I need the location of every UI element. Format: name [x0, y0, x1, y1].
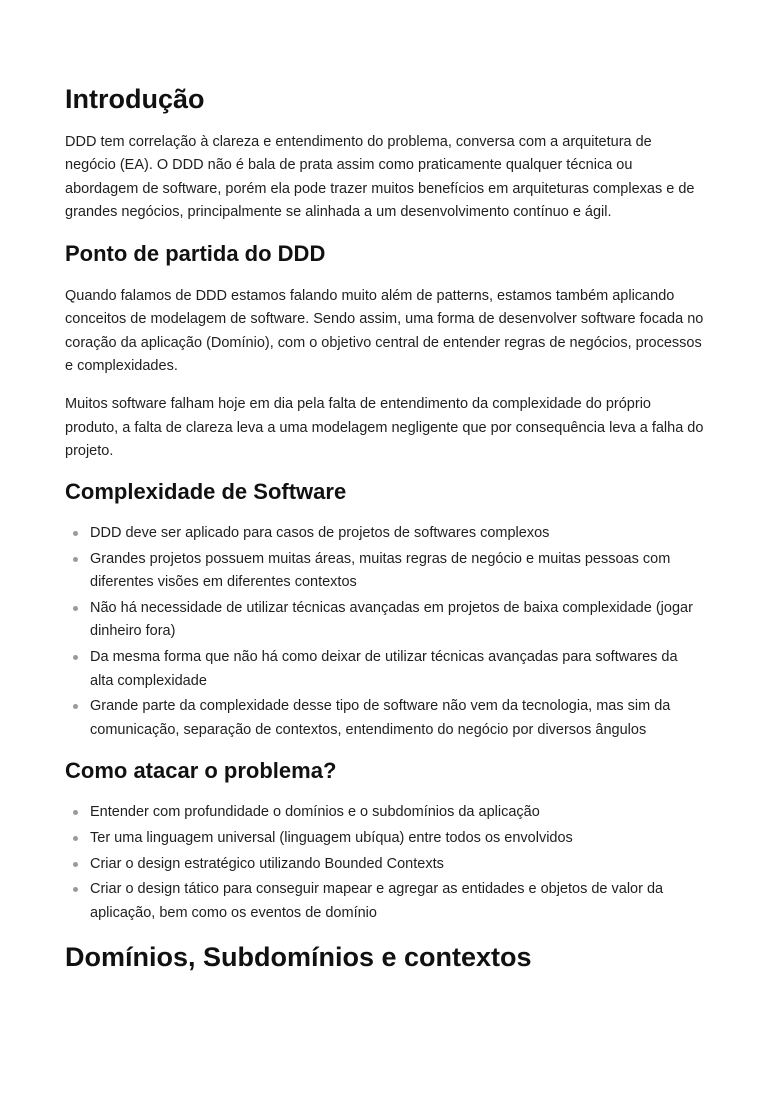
list-item	[65, 853, 704, 876]
section-title-como-atacar: Como atacar o problema?	[65, 757, 337, 783]
bullet-dot-icon	[73, 557, 78, 562]
bullet-dot-icon	[73, 887, 78, 892]
document-page	[0, 83, 768, 1107]
list-item	[65, 597, 704, 644]
list-item	[65, 548, 704, 595]
list-item-text: Criar o design estratégico utilizando Bounded Contexts	[90, 855, 444, 872]
intro-paragraph: DDD tem correlação à clareza e entendimento do problema, conversa com a arquitetura de negócio (EA). O DDD não é bala de prata assim como praticamente qualquer técnica ou abordagem de software, porém ela pode trazer muitos benefícios em arquiteturas complexas e de grandes negócios, principalmente se alinhada a um desenvolvimento contínuo e ágil.	[65, 134, 695, 220]
bullet-dot-icon	[73, 531, 78, 536]
list-item	[65, 695, 704, 742]
bullet-dot-icon	[73, 810, 78, 815]
bullet-dot-icon	[73, 704, 78, 709]
list-item	[65, 878, 704, 925]
bullet-dot-icon	[73, 836, 78, 841]
list-item-text: Não há necessidade de utilizar técnicas avançadas em projetos de baixa complexidade (jogar dinheiro fora)	[90, 600, 693, 640]
list-item-text: Entender com profundidade o domínios e o subdomínios da aplicação	[90, 803, 540, 820]
section-title-ponto-de-partida: Ponto de partida do DDD	[65, 241, 326, 267]
list-item-text: Grandes projetos possuem muitas áreas, muitas regras de negócio e muitas pessoas com diferentes visões em diferentes contextos	[90, 551, 671, 591]
section-title-introducao: Introdução	[65, 84, 205, 114]
partida-paragraph-1: Quando falamos de DDD estamos falando muito além de patterns, estamos também aplicando conceitos de modelagem de software. Sendo assim, uma forma de desenvolver software focada no coração da aplicação (Domínio), com o objetivo central de entender regras de negócios, processos e complexidades.	[65, 288, 704, 375]
list-item-text: DDD deve ser aplicado para casos de projetos de softwares complexos	[90, 525, 550, 542]
list-item	[65, 646, 704, 693]
bullet-dot-icon	[73, 862, 78, 867]
complexidade-list	[65, 522, 704, 742]
list-item-text: Grande parte da complexidade desse tipo de software não vem da tecnologia, mas sim da comunicação, separação de contextos, entendimento do negócio por diversos ângulos	[90, 698, 671, 738]
bullet-dot-icon	[73, 655, 78, 660]
list-item	[65, 522, 704, 545]
section-title-dominios: Domínios, Subdomínios e contextos	[65, 941, 532, 972]
bullet-dot-icon	[73, 606, 78, 611]
list-item	[65, 827, 704, 850]
partida-paragraph-2: Muitos software falham hoje em dia pela falta de entendimento da complexidade do próprio produto, a falta de clareza leva a uma modelagem negligente que por consequência leva a falha do projeto.	[65, 396, 704, 459]
atacar-list	[65, 801, 704, 925]
list-item-text: Ter uma linguagem universal (linguagem ubíqua) entre todos os envolvidos	[90, 829, 573, 846]
list-item-text: Criar o design tático para conseguir mapear e agregar as entidades e objetos de valor da aplicação, bem como os eventos de domínio	[90, 881, 664, 921]
list-item-text: Da mesma forma que não há como deixar de utilizar técnicas avançadas para softwares da alta complexidade	[90, 649, 678, 689]
section-title-complexidade: Complexidade de Software	[65, 479, 347, 505]
list-item	[65, 801, 704, 824]
